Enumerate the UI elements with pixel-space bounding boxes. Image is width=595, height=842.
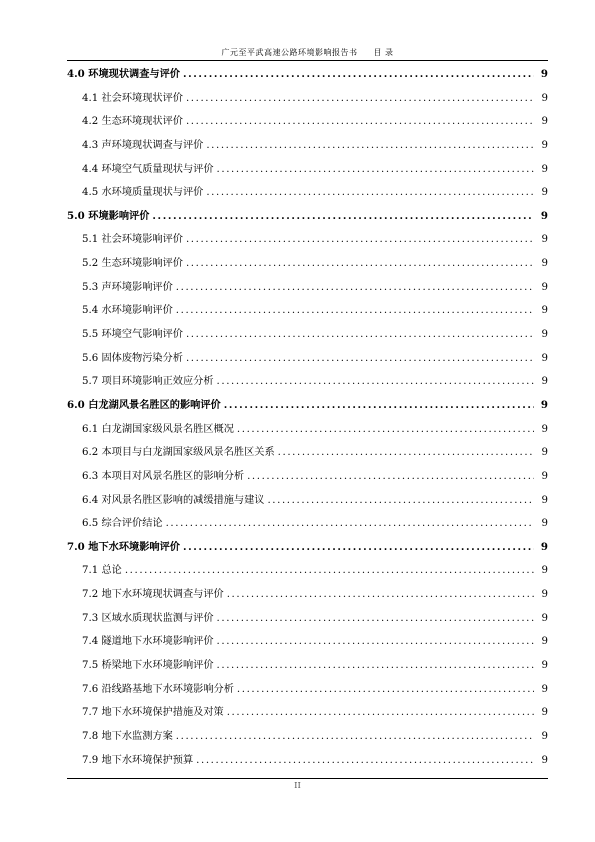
toc-entry[interactable] [67,583,548,607]
toc-entry-page: 9 [541,305,548,317]
toc-entry-page: 9 [541,163,548,175]
toc-entry[interactable] [67,465,548,489]
toc-entry-title: 6.3 本项目对风景名胜区的影响分析 [82,470,245,482]
toc-entry[interactable] [67,678,548,702]
toc-entry-page: 9 [541,612,548,624]
toc-entry[interactable] [67,536,548,560]
toc-entry-page: 9 [541,139,548,151]
toc-entry-title: 5.3 声环境影响评价 [82,281,173,293]
toc-entry[interactable] [67,701,548,725]
dot-leader [237,418,534,442]
toc-entry[interactable] [67,158,548,182]
toc-entry[interactable] [67,630,548,654]
toc-entry-page: 9 [541,281,548,293]
toc-entry-page: 9 [541,352,548,364]
toc-entry-page: 9 [541,92,548,104]
dot-leader [186,347,534,371]
toc-entry-page: 9 [541,589,548,601]
toc-entry-title: 4.3 声环境现状调查与评价 [82,139,204,151]
toc-entry[interactable] [67,347,548,371]
toc-entry-page: 9 [540,398,548,411]
toc-entry-page: 9 [540,68,548,80]
dot-leader [206,134,534,158]
toc-entry-page: 9 [541,187,548,199]
dot-leader [217,654,534,678]
dot-leader [152,205,534,229]
toc-entry-title: 7.1 总论 [82,565,122,577]
toc-entry-page: 9 [541,376,548,388]
dot-leader [217,158,534,182]
toc-entry-title: 6.0 白龙湖风景名胜区的影响评价 [67,398,221,411]
toc-entry[interactable] [67,87,548,111]
toc-entry-page: 9 [541,660,548,672]
section-label: 目 录 [373,48,394,57]
toc-entry[interactable] [67,323,548,347]
toc-entry-title: 7.0 地下水环境影响评价 [67,540,180,553]
dot-leader [176,276,534,300]
toc-entry-title: 7.7 地下水环境保护措施及对策 [82,707,224,719]
toc-entry-page: 9 [541,683,548,695]
toc-entry[interactable] [67,654,548,678]
toc-entry[interactable] [67,418,548,442]
table-of-contents [67,63,548,772]
toc-entry-title: 5.4 水环境影响评价 [82,305,173,317]
footer-rule [67,778,548,779]
toc-entry[interactable] [67,512,548,536]
dot-leader [183,536,534,560]
dot-leader [247,465,534,489]
toc-entry[interactable] [67,725,548,749]
toc-entry[interactable] [67,228,548,252]
toc-entry-page: 9 [541,636,548,648]
dot-leader [166,512,534,536]
toc-entry-title: 5.2 生态环境影响评价 [82,258,183,270]
dot-leader [183,63,534,87]
toc-entry-page: 9 [541,258,548,270]
dot-leader [227,583,534,607]
toc-entry-page: 9 [541,730,548,742]
toc-entry-title: 5.1 社会环境影响评价 [82,234,183,246]
toc-entry-title: 7.4 隧道地下水环境影响评价 [82,636,214,648]
toc-entry[interactable] [67,370,548,394]
toc-entry[interactable] [67,252,548,276]
toc-entry-page: 9 [541,447,548,459]
toc-entry[interactable] [67,394,548,418]
toc-entry[interactable] [67,205,548,229]
toc-entry[interactable] [67,110,548,134]
toc-entry-title: 7.5 桥梁地下水环境影响评价 [82,660,214,672]
dot-leader [176,299,534,323]
toc-entry-title: 5.0 环境影响评价 [67,209,150,222]
toc-entry-title: 4.4 环境空气质量现状与评价 [82,163,214,175]
toc-entry-page: 9 [541,234,548,246]
document-title: 广元至平武高速公路环境影响报告书 [221,48,358,57]
toc-entry-page: 9 [541,116,548,128]
dot-leader [217,607,534,631]
toc-entry-title: 7.3 区域水质现状监测与评价 [82,612,214,624]
toc-entry-title: 4.5 水环境质量现状与评价 [82,187,204,199]
dot-leader [237,678,534,702]
toc-entry[interactable] [67,276,548,300]
toc-entry-title: 5.5 环境空气影响评价 [82,329,183,341]
dot-leader [186,323,534,347]
toc-entry-title: 5.6 固体废物污染分析 [82,352,183,364]
toc-entry[interactable] [67,134,548,158]
toc-entry-title: 7.2 地下水环境现状调查与评价 [82,589,224,601]
dot-leader [217,630,534,654]
toc-entry-title: 6.2 本项目与白龙湖国家级风景名胜区关系 [82,447,275,459]
toc-entry-page: 9 [541,470,548,482]
dot-leader [176,725,534,749]
toc-entry-page: 9 [541,423,548,435]
running-header [67,47,548,58]
toc-entry[interactable] [67,559,548,583]
dot-leader [217,370,534,394]
toc-entry-title: 7.9 地下水环境保护预算 [82,754,194,766]
dot-leader [125,559,534,583]
dot-leader [186,110,534,134]
page-number: II [294,781,301,791]
toc-entry-page: 9 [541,329,548,341]
dot-leader [186,252,534,276]
toc-entry-page: 9 [541,565,548,577]
toc-entry-title: 4.2 生态环境现状评价 [82,116,183,128]
toc-entry-title: 4.0 环境现状调查与评价 [67,68,180,80]
toc-entry-page: 9 [541,707,548,719]
toc-entry[interactable] [67,441,548,465]
toc-entry-title: 5.7 项目环境影响正效应分析 [82,376,214,388]
header-rule [67,60,548,61]
toc-entry[interactable] [67,63,548,87]
toc-entry-page: 9 [541,754,548,766]
toc-entry-title: 7.6 沿线路基地下水环境影响分析 [82,683,234,695]
dot-leader [186,87,534,111]
toc-entry[interactable] [67,489,548,513]
toc-entry[interactable] [67,749,548,773]
toc-entry[interactable] [67,607,548,631]
dot-leader [278,441,534,465]
dot-leader [206,181,534,205]
dot-leader [186,228,534,252]
toc-entry-title: 6.5 综合评价结论 [82,518,163,530]
toc-entry-page: 9 [540,209,548,222]
dot-leader [227,701,534,725]
toc-entry-title: 6.4 对风景名胜区影响的减缓措施与建议 [82,494,265,506]
dot-leader [267,489,534,513]
toc-entry-title: 6.1 白龙湖国家级风景名胜区概况 [82,423,234,435]
dot-leader [196,749,534,773]
toc-entry-page: 9 [541,494,548,506]
toc-entry-page: 9 [540,540,548,553]
toc-entry-title: 4.1 社会环境现状评价 [82,92,183,104]
toc-entry[interactable] [67,299,548,323]
toc-entry-page: 9 [541,518,548,530]
dot-leader [224,394,534,418]
toc-entry-title: 7.8 地下水监测方案 [82,730,173,742]
toc-entry[interactable] [67,181,548,205]
